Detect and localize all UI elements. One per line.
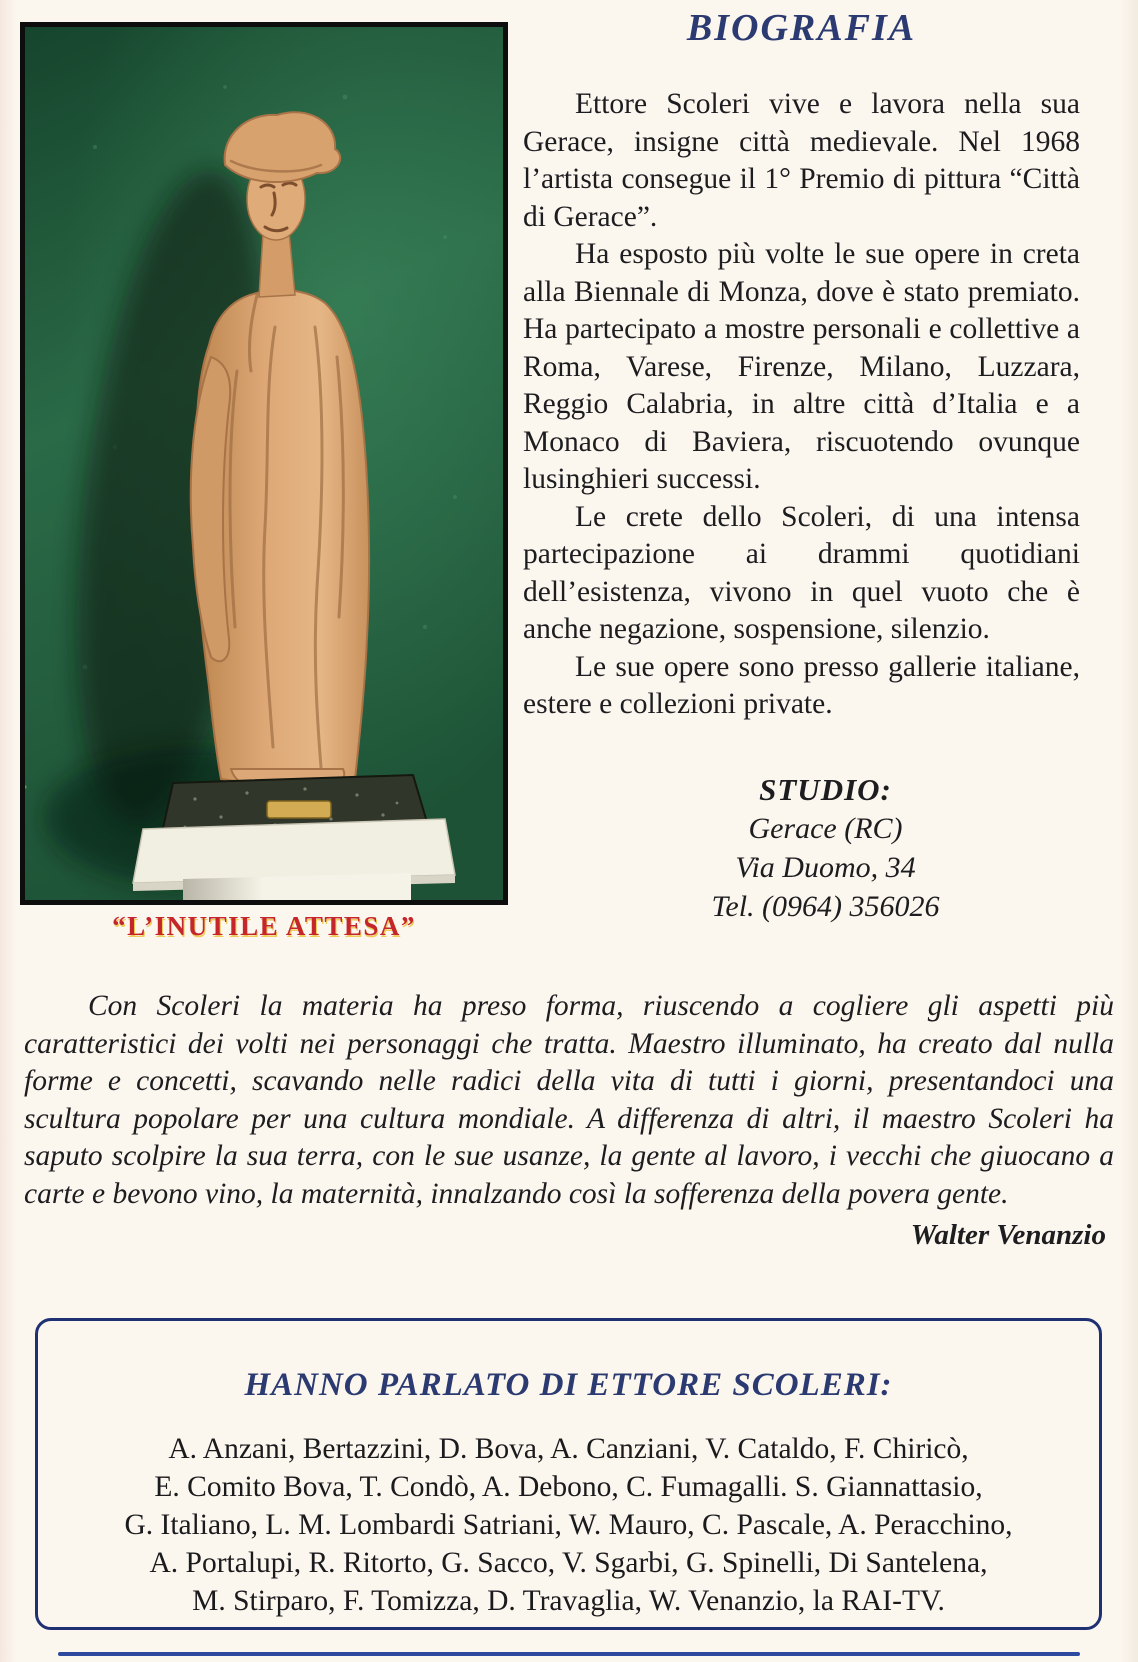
studio-section — [547, 770, 1104, 926]
biography-paragraph: Ettore Scoleri vive e lavora nella sua Gerace, insigne città medievale. Nel 1968 l’artista consegue il 1° Premio di pittura “Città di Gerace”. — [523, 88, 1080, 233]
figure-neck — [259, 231, 295, 297]
mentions-line: G. Italiano, L. M. Lombardi Satriani, W. Mauro, C. Pascale, A. Peracchino, — [124, 1509, 1013, 1541]
white-pedestal — [133, 819, 455, 900]
critic-quote — [24, 988, 1114, 1255]
photo-caption: “L’INUTILE ATTESA” — [112, 911, 416, 941]
biography-paragraph: Ha esposto più volte le sue opere in creta alla Biennale di Monza, dove è stato premiato. Ha partecipato a mostre personali e collettive a Roma, Varese, Firenze, Milano, Luzzara, Reggio Calabria, in altre città d’Italia e a Monaco di Baviera, riscuotendo ovunque lusinghieri successi. — [523, 238, 1080, 495]
mentions-box — [35, 1318, 1102, 1630]
base-plaque — [267, 801, 331, 818]
biography-section — [523, 6, 1080, 926]
mentions-names — [38, 1430, 1099, 1620]
studio-city: Gerace (RC) — [748, 811, 903, 845]
sculpture-photo — [20, 22, 508, 905]
mentions-line: M. Stirparo, F. Tomizza, D. Travaglia, W. Venanzio, la RAI-TV. — [192, 1585, 945, 1617]
biography-paragraph: Le sue opere sono presso gallerie italiane, estere e collezioni private. — [523, 650, 1080, 720]
biography-title: BIOGRAFIA — [686, 7, 917, 49]
sculpture-photo-drawing — [25, 27, 503, 900]
quote-text: Con Scoleri la materia ha preso forma, riuscendo a cogliere gli aspetti più caratteristici dei volti nei personaggi che tratta. Maestro illuminato, ha creato dal nulla forme e concetti, scavando nelle radici della vita di tutti i giorni, presentandoci una scultura popolare per una cultura mondiale. A differenza di altri, il maestro Scoleri ha saputo scolpire la sua terra, con le sue usanze, la gente al lavoro, i vecchi che giuocano a carte e bevono vino, la maternità, innalzando così la sofferenza della povera gente. — [24, 990, 1114, 1210]
studio-phone: Tel. (0964) 356026 — [711, 889, 940, 923]
mentions-line: A. Anzani, Bertazzini, D. Bova, A. Canziani, V. Cataldo, F. Chiricò, — [168, 1433, 969, 1465]
studio-address: Via Duomo, 34 — [735, 850, 916, 884]
mentions-line: E. Comito Bova, T. Condò, A. Debono, C. Fumagalli. S. Giannattasio, — [154, 1471, 983, 1503]
quote-author: Walter Venanzio — [910, 1219, 1106, 1251]
studio-title: STUDIO: — [759, 771, 892, 807]
biography-paragraph: Le crete dello Scoleri, di una intensa partecipazione ai drammi quotidiani dell’esistenza, vivono in quel vuoto che è anche negazione, sospensione, silenzio. — [523, 500, 1080, 645]
mentions-line: A. Portalupi, R. Ritorto, G. Sacco, V. Sgarbi, G. Spinelli, Di Santelena, — [149, 1547, 988, 1579]
mentions-title: HANNO PARLATO DI ETTORE SCOLERI: — [244, 1367, 893, 1403]
next-box-edge — [58, 1652, 1080, 1656]
